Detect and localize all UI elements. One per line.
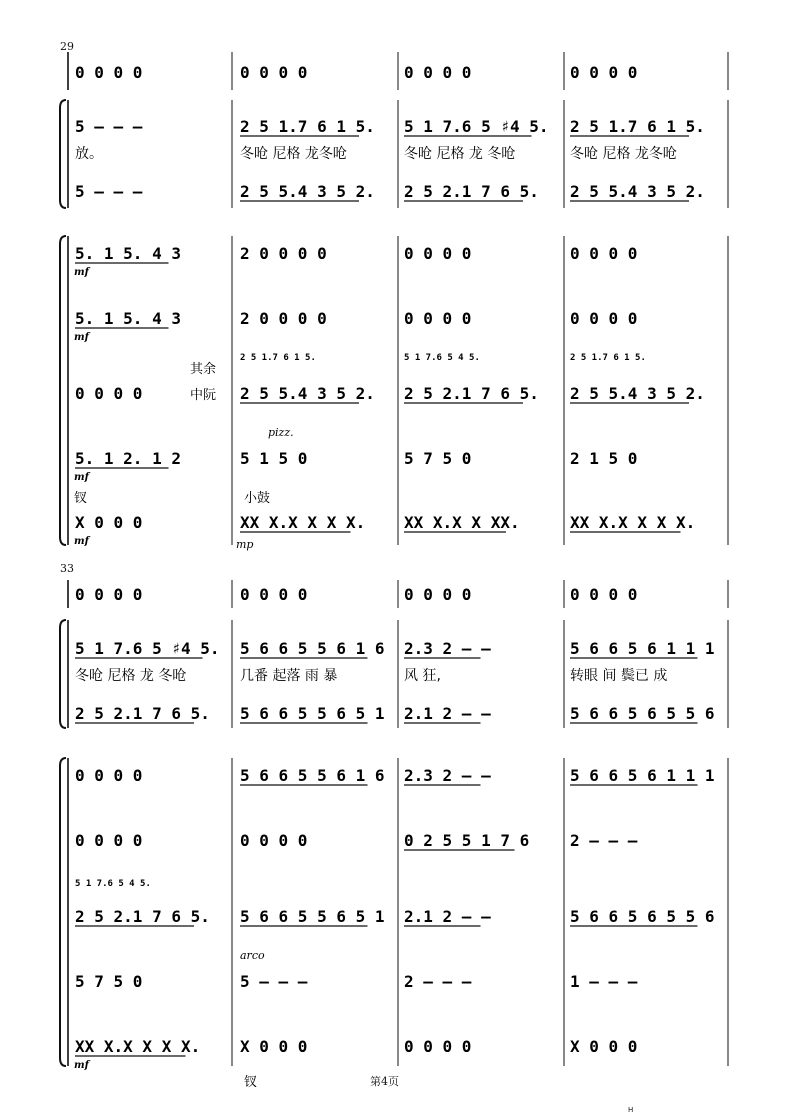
note-cell: 0 0 0 0 xyxy=(240,63,308,82)
dynamic-mark: mf xyxy=(74,267,89,278)
note-cell: 5 6 6 5 6 5 5 6 xyxy=(570,907,715,926)
system-bracket xyxy=(60,236,66,545)
note-cell: 0 2 5 5 1 7 6 xyxy=(404,831,530,850)
note-cell: 2 5 5.4 3 5 2. xyxy=(570,182,705,201)
note-cell: 5. 1 5. 4 3 xyxy=(75,309,181,328)
lyric-cell: 冬呛 尼格 龙冬呛 xyxy=(570,146,677,162)
system-brackets xyxy=(60,100,66,1066)
note-cell: 5 6 6 5 6 5 5 6 xyxy=(570,704,715,723)
note-cell: X 0 0 0 xyxy=(240,1037,308,1056)
note-cell: 2 0 0 0 0 xyxy=(240,244,327,263)
note-cell: 2.1 2 – – xyxy=(404,907,491,926)
note-cell: XX X.X X X X. xyxy=(240,513,366,532)
note-cell: 0 0 0 0 xyxy=(570,309,638,328)
note-cell: 0 0 0 0 xyxy=(75,831,143,850)
note-cell: 5. 1 5. 4 3 xyxy=(75,244,181,263)
performance-mark: arco xyxy=(240,949,265,962)
note-cell: 0 0 0 0 xyxy=(75,384,143,403)
dynamic-mark: mf xyxy=(74,1060,89,1071)
lyric-cell: 冬呛 尼格 龙 冬呛 xyxy=(75,668,187,684)
note-cell: 2.1 2 – – xyxy=(404,704,491,723)
note-cell: 2 5 5.4 3 5 2. xyxy=(240,182,375,201)
note-cell: 0 0 0 0 xyxy=(404,244,472,263)
note-cell: 5. 1 2. 1 2 xyxy=(75,449,181,468)
lyric-cell: 放。 xyxy=(75,146,103,162)
note-cell: 2 5 1.7 6 1 5. xyxy=(570,353,646,363)
note-cell: 5 7 5 0 xyxy=(75,972,143,991)
note-cell: 0 0 0 0 xyxy=(240,831,308,850)
lyric-cell: 冬呛 尼格 龙冬呛 xyxy=(240,146,347,162)
performance-mark: 钗 xyxy=(244,1075,258,1090)
measure-number-33: 33 xyxy=(60,562,74,575)
note-cell: 5 6 6 5 5 6 5 1 xyxy=(240,704,385,723)
performance-mark: 钗 xyxy=(74,491,88,506)
note-cell: 2 5 1.7 6 1 5. xyxy=(240,353,316,363)
note-cell: 0 0 0 0 xyxy=(570,63,638,82)
note-cell: 0 0 0 0 xyxy=(75,766,143,785)
note-cell: 0 0 0 0 xyxy=(404,309,472,328)
note-cell: 5 6 6 5 5 6 1 6 xyxy=(240,639,385,658)
note-cell: 5 1 7.6 5 ♯4 5. xyxy=(404,117,549,136)
note-cell: 2.3 2 – – xyxy=(404,766,491,785)
note-cell: 0 0 0 0 xyxy=(570,244,638,263)
note-cell: 0 0 0 0 xyxy=(404,1037,472,1056)
lyric-cell: 转眼 间 鬓已 成 xyxy=(570,668,668,684)
note-cell: 2 5 1.7 6 1 5. xyxy=(240,117,375,136)
lyric-cell: 冬呛 尼格 龙 冬呛 xyxy=(404,146,516,162)
note-cell: 2 5 2.1 7 6 5. xyxy=(75,907,210,926)
note-cell: 0 0 0 0 xyxy=(75,63,143,82)
note-cell: 5 1 7.6 5 4 5. xyxy=(404,353,480,363)
lyric-cell: 几番 起落 雨 暴 xyxy=(240,668,338,684)
note-cell: 5 6 6 5 5 6 1 6 xyxy=(240,766,385,785)
dynamic-mark: mf xyxy=(74,472,89,483)
notation-cells xyxy=(74,63,715,1090)
dynamic-mark: mf xyxy=(74,332,89,343)
note-cell: 2.3 2 – – xyxy=(404,639,491,658)
note-cell: 5 7 5 0 xyxy=(404,449,472,468)
note-cell: 5 1 7.6 5 4 5. xyxy=(75,879,151,889)
dynamic-mark: mf xyxy=(74,536,89,547)
note-cell: X 0 0 0 xyxy=(570,1037,638,1056)
note-cell: XX X.X X XX. xyxy=(404,513,520,532)
note-cell: 2 5 2.1 7 6 5. xyxy=(404,384,539,403)
note-cell: 5 – – – xyxy=(75,182,143,201)
note-cell: 5 6 6 5 6 1 1 1 xyxy=(570,766,715,785)
note-cell: 0 0 0 0 xyxy=(404,63,472,82)
note-cell: 5 6 6 5 6 1 1 1 xyxy=(570,639,715,658)
note-cell: 2 5 2.1 7 6 5. xyxy=(75,704,210,723)
note-cell: 5 1 7.6 5 ♯4 5. xyxy=(75,639,220,658)
instrument-label: 中阮 xyxy=(190,388,217,403)
note-cell: 2 0 0 0 0 xyxy=(240,309,327,328)
note-cell: 2 – – – xyxy=(570,831,638,850)
note-cell: 0 0 0 0 xyxy=(404,585,472,604)
note-cell: 2 5 5.4 3 5 2. xyxy=(570,384,705,403)
note-cell: 2 – – – xyxy=(404,972,472,991)
note-cell: XX X.X X X X. xyxy=(75,1037,201,1056)
note-cell: XX X.X X X X. xyxy=(570,513,696,532)
performance-mark: 小鼓 xyxy=(244,491,271,506)
note-cell: 1 – – – xyxy=(570,972,638,991)
note-cell: 0 0 0 0 xyxy=(570,585,638,604)
note-cell: 5 – – – xyxy=(75,117,143,136)
note-cell: 0 0 0 0 xyxy=(240,585,308,604)
measure-number-29: 29 xyxy=(60,40,74,53)
corner-mark: H xyxy=(628,1106,634,1114)
note-cell: 2 5 1.7 6 1 5. xyxy=(570,117,705,136)
note-cell: 2 5 2.1 7 6 5. xyxy=(404,182,539,201)
system-bracket xyxy=(60,620,66,728)
performance-mark: pizz. xyxy=(268,426,294,439)
system-bracket xyxy=(60,758,66,1066)
note-cell: 0 0 0 0 xyxy=(75,585,143,604)
system-bracket xyxy=(60,100,66,208)
page-number: 第4页 xyxy=(370,1075,399,1088)
note-cell: 2 5 5.4 3 5 2. xyxy=(240,384,375,403)
lyric-cell: 风 狂, xyxy=(404,668,441,684)
performance-mark: mp xyxy=(236,538,254,551)
note-cell: 2 1 5 0 xyxy=(570,449,638,468)
note-cell: 5 1 5 0 xyxy=(240,449,308,468)
note-cell: 5 6 6 5 5 6 5 1 xyxy=(240,907,385,926)
note-cell: X 0 0 0 xyxy=(75,513,143,532)
note-cell: 5 – – – xyxy=(240,972,308,991)
instrument-label: 其余 xyxy=(190,362,217,377)
